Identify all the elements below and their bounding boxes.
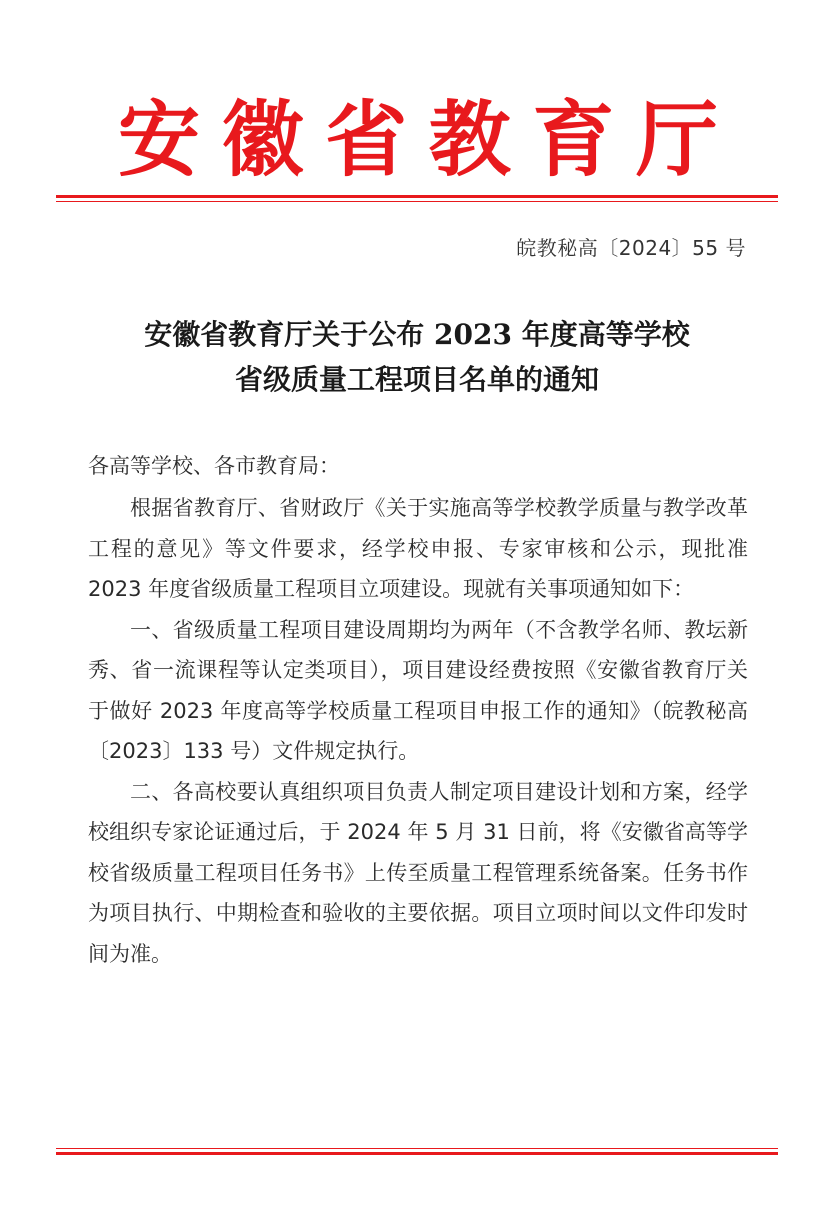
document-title-line-2: 省级质量工程项目名单的通知 [234, 363, 599, 396]
masthead-char: 厅 [635, 92, 718, 188]
body-paragraph: 二、各高校要认真组织项目负责人制定项目建设计划和方案，经学校组织专家论证通过后，于 2024 年 5 月 31 日前，将《安徽省高等学校省级质量工程项目任务书》上传至质量工程管理系统备案。任务书作为项目执行、中期检查和验收的主要依据。项目立项时间以文件印发时间为准。 [88, 779, 748, 966]
masthead-char: 省 [325, 92, 408, 188]
body-paragraph: 一、省级质量工程项目建设周期均为两年（不含教学名师、教坛新秀、省一流课程等认定类项目），项目建设经费按照《安徽省教育厅关于做好 2023 年度高等学校质量工程项目申报工作的通知》（皖教秘高〔2023〕133 号）文件规定执行。 [88, 617, 748, 763]
header-rule-thin [56, 201, 778, 202]
footer-rule-thin [56, 1148, 778, 1149]
masthead-org-name [56, 92, 778, 188]
masthead-char: 育 [532, 92, 615, 188]
masthead-char: 教 [428, 92, 511, 188]
masthead-char: 徽 [221, 92, 304, 188]
body-paragraph: 根据省教育厅、省财政厅《关于实施高等学校教学质量与教学改革工程的意见》等文件要求，经学校申报、专家审核和公示，现批准 2023 年度省级质量工程项目立项建设。现就有关事项通知如下： [88, 496, 748, 601]
document-title-line-1: 安徽省教育厅关于公布 2023 年度高等学校 [144, 318, 690, 351]
document-body [88, 488, 748, 974]
document-number: 皖教秘高〔2024〕55 号 [516, 236, 746, 260]
salutation: 各高等学校、各市教育局： [88, 454, 340, 478]
footer-rule-thick [56, 1152, 778, 1155]
header-rule-thick [56, 195, 778, 198]
masthead-char: 安 [118, 92, 201, 188]
